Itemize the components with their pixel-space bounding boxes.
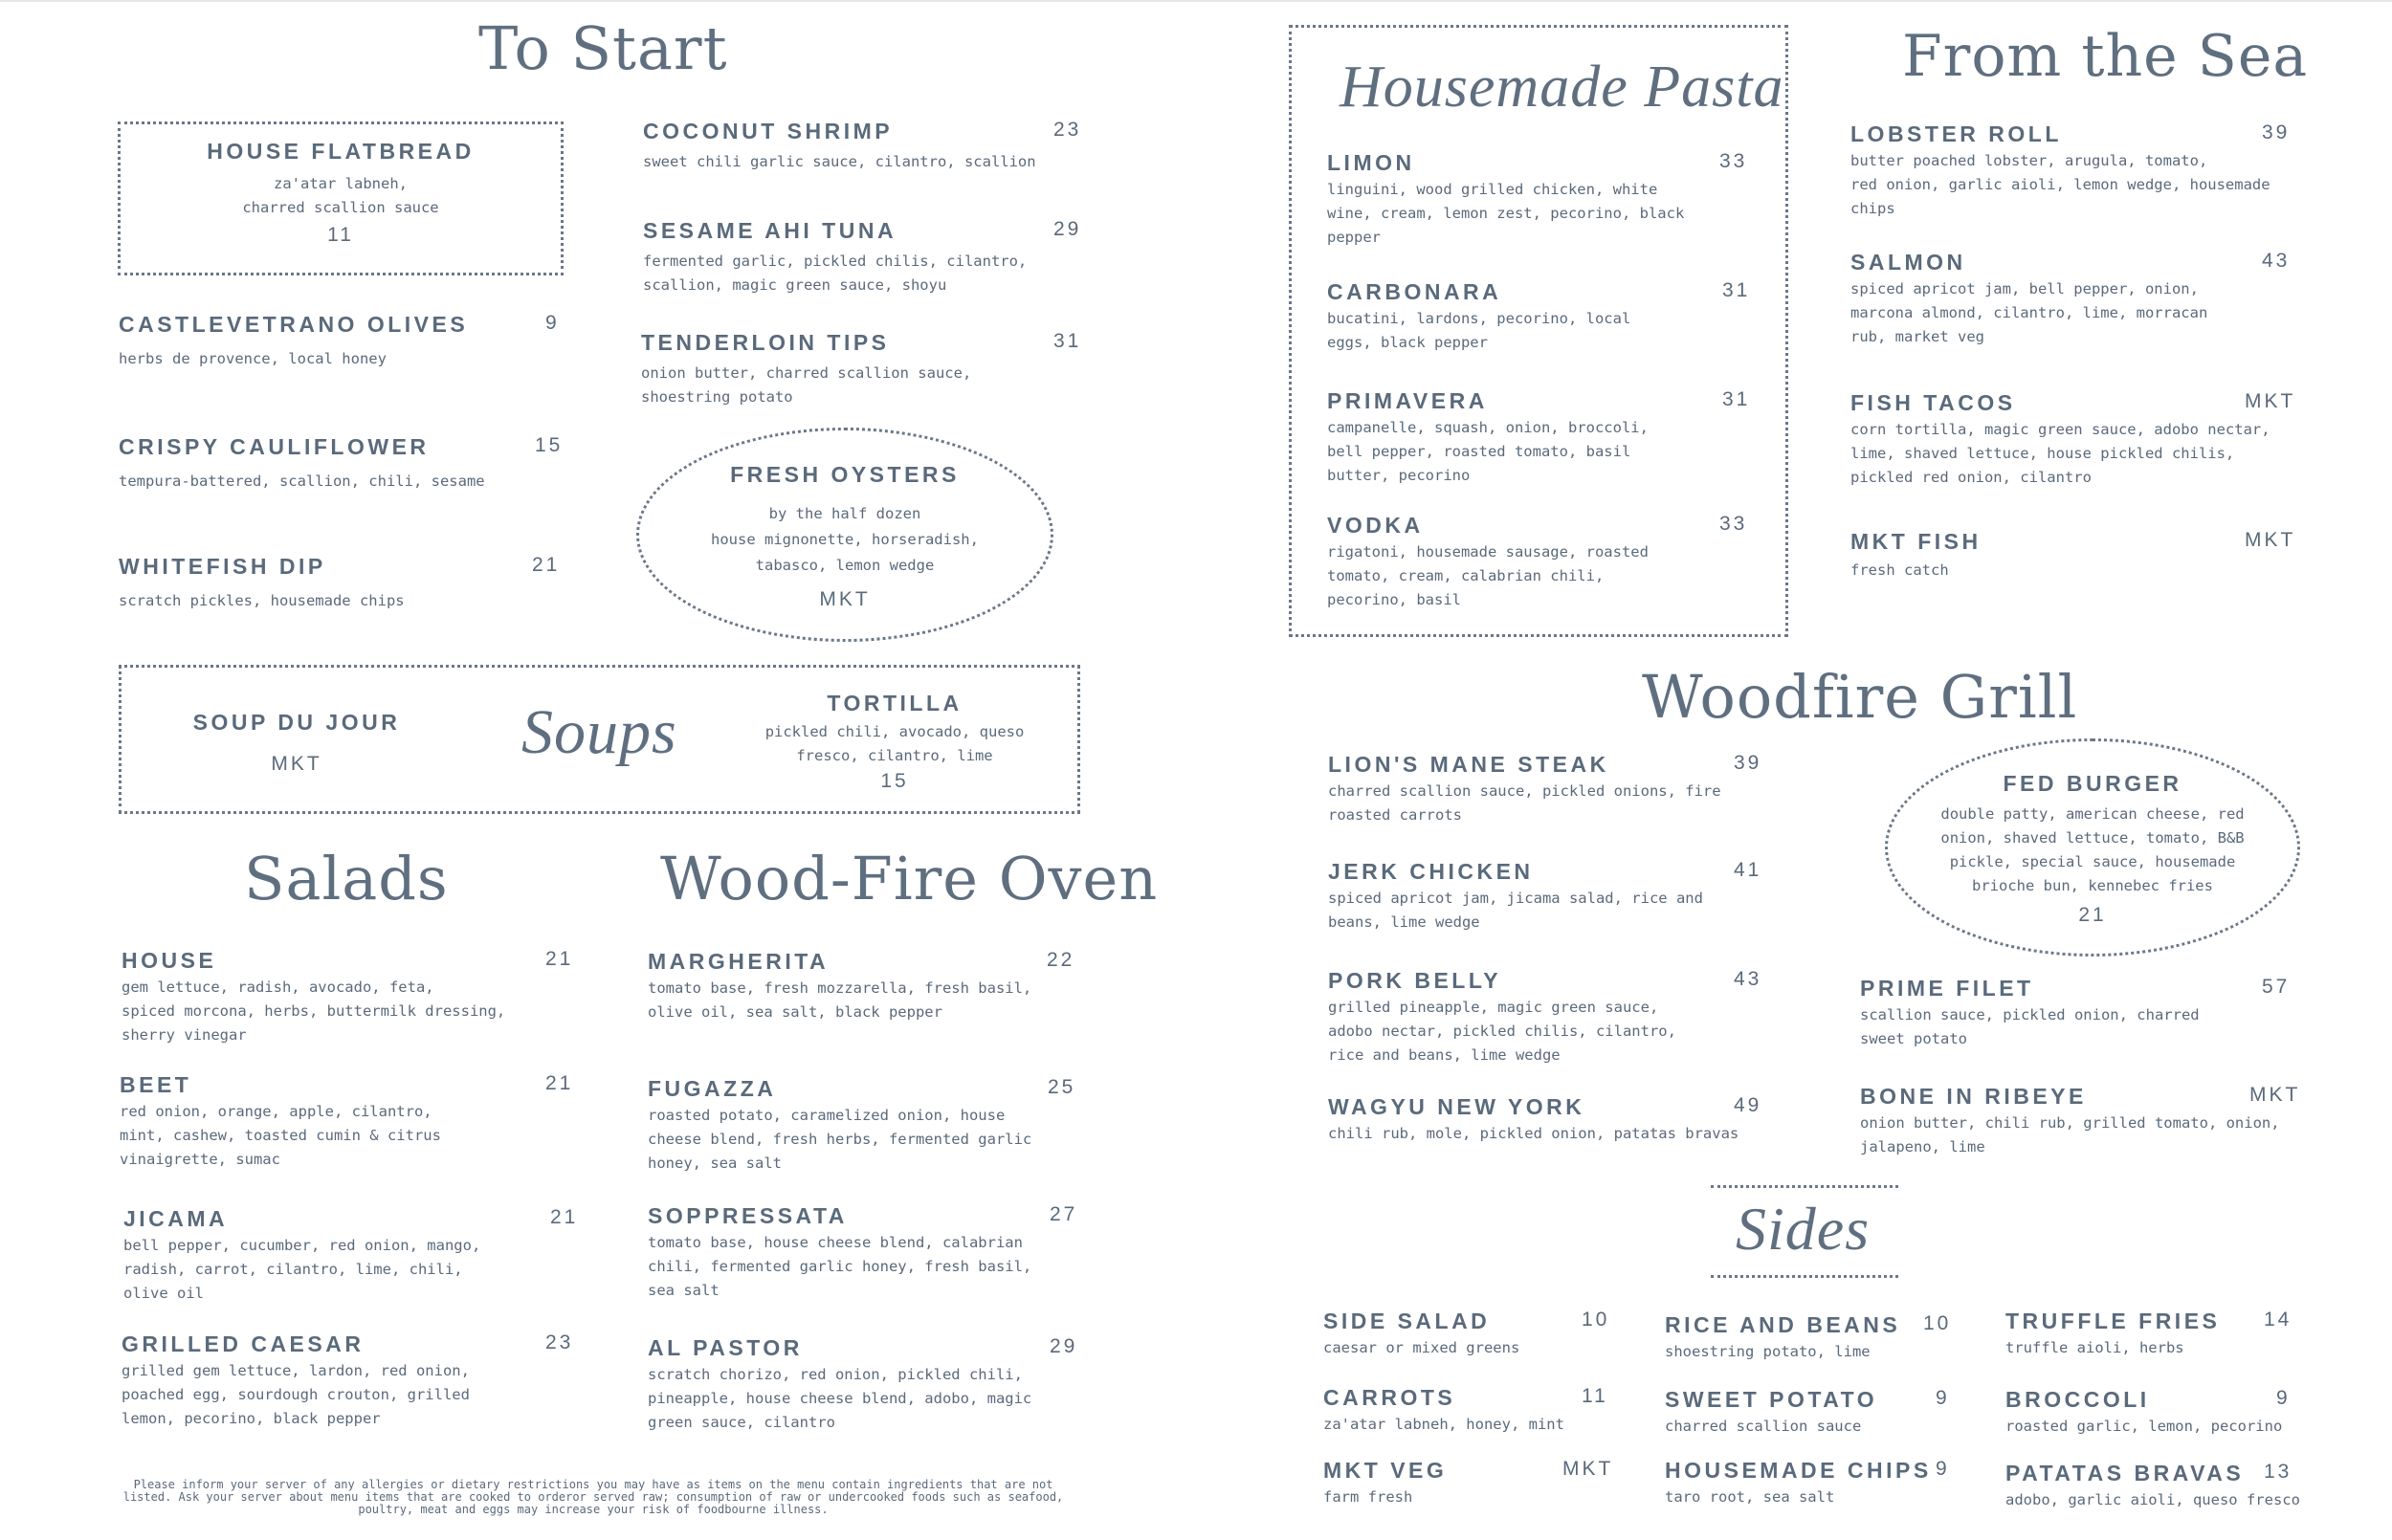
item-desc: red onion, orange, apple, cilantro, mint, cashew, toasted cumin & citrus vinaigrette, sumac xyxy=(120,1103,441,1168)
item-name: LION'S MANE STEAK xyxy=(1328,752,1609,777)
item-desc: grilled gem lettuce, lardon, red onion, poached egg, sourdough crouton, grilled lemon, pecorino, black pepper xyxy=(122,1362,470,1427)
menu-item-al-pastor xyxy=(648,1335,1083,1435)
item-name: HOUSE FLATBREAD xyxy=(207,139,475,164)
menu-item-tortilla xyxy=(746,691,1043,793)
item-name: BONE IN RIBEYE xyxy=(1860,1084,2087,1109)
item-price: 31 xyxy=(1722,279,1751,301)
item-name: SOPPRESSATA xyxy=(648,1203,848,1228)
item-price: MKT xyxy=(271,753,322,775)
item-price: MKT xyxy=(2245,529,2296,551)
item-desc: spiced apricot jam, bell pepper, onion, marcona almond, cilantro, lime, morracan rub, market veg xyxy=(1850,280,2208,345)
item-price: 21 xyxy=(545,948,574,970)
item-price: 31 xyxy=(1053,330,1082,352)
from-the-sea-title: From the Sea xyxy=(1902,23,2309,90)
item-price: 27 xyxy=(1050,1203,1078,1225)
item-name: RICE AND BEANS xyxy=(1665,1312,1901,1337)
side-item-truffle-fries xyxy=(2005,1309,2292,1360)
item-name: HOUSEMADE CHIPS xyxy=(1665,1458,1932,1483)
item-name: SIDE SALAD xyxy=(1323,1309,1491,1333)
item-name: PATATAS BRAVAS xyxy=(2005,1461,2245,1485)
item-name: CASTLEVETRANO OLIVES xyxy=(119,312,469,337)
side-item-broccoli xyxy=(2005,1387,2292,1439)
item-desc: roasted potato, caramelized onion, house cheese blend, fresh herbs, fermented garlic honey, sea salt xyxy=(648,1107,1032,1172)
item-price: 13 xyxy=(2264,1461,2292,1483)
sides-title: Sides xyxy=(1736,1195,1871,1263)
item-price: 25 xyxy=(1048,1076,1076,1098)
item-desc: scratch pickles, housemade chips xyxy=(119,592,405,609)
item-desc: herbs de provence, local honey xyxy=(119,350,387,367)
item-price: 21 xyxy=(550,1206,579,1228)
item-price: 23 xyxy=(545,1331,574,1353)
item-desc: chili rub, mole, pickled onion, patatas bravas xyxy=(1328,1125,1739,1142)
item-name: BEET xyxy=(120,1072,192,1097)
side-item-side-salad xyxy=(1323,1309,1610,1360)
item-name: SOUP DU JOUR xyxy=(192,710,401,735)
item-price: 49 xyxy=(1734,1094,1762,1116)
item-name: GRILLED CAESAR xyxy=(122,1331,365,1356)
item-price: 41 xyxy=(1734,859,1762,881)
menu-item-fish-tacos xyxy=(1850,390,2300,490)
item-desc: by the half dozen house mignonette, horseradish, tabasco, lemon wedge xyxy=(711,505,979,574)
item-desc: tomato base, house cheese blend, calabrian chili, fermented garlic honey, fresh basil, sea salt xyxy=(648,1234,1032,1299)
menu-item-salad-house xyxy=(122,948,579,1047)
item-desc: campanelle, squash, onion, broccoli, bell pepper, roasted tomato, basil butter, pecorino xyxy=(1327,419,1649,484)
menu-item-tenderloin-tips xyxy=(641,330,1093,409)
menu-item-cauliflower xyxy=(119,434,564,494)
item-price: 9 xyxy=(2276,1387,2291,1409)
item-name: SALMON xyxy=(1850,250,1966,275)
item-name: JERK CHICKEN xyxy=(1328,859,1534,884)
sides-top-divider xyxy=(1711,1185,1898,1188)
menu-item-mkt-fish xyxy=(1850,529,2300,583)
item-desc: truffle aioli, herbs xyxy=(2005,1339,2184,1356)
item-name: LIMON xyxy=(1327,150,1415,175)
item-name: WAGYU NEW YORK xyxy=(1328,1094,1585,1119)
item-price: 10 xyxy=(1582,1309,1610,1331)
item-price: 29 xyxy=(1050,1335,1078,1357)
item-name: FUGAZZA xyxy=(648,1076,777,1101)
wood-fire-oven-title: Wood-Fire Oven xyxy=(660,844,1159,913)
menu-item-sesame-ahi-tuna xyxy=(643,218,1093,297)
item-desc: charred scallion sauce xyxy=(1665,1418,1862,1435)
top-border xyxy=(0,0,2392,2)
item-name: PORK BELLY xyxy=(1328,968,1502,993)
side-item-mkt-veg xyxy=(1323,1458,1614,1509)
item-name: CRISPY CAULIFLOWER xyxy=(119,434,430,459)
item-desc: taro root, sea salt xyxy=(1665,1488,1835,1506)
menu-item-lions-mane-steak xyxy=(1328,752,1768,827)
item-price: 22 xyxy=(1047,949,1075,971)
item-price: 39 xyxy=(2262,121,2291,143)
item-desc: onion butter, chili rub, grilled tomato, onion, jalapeno, lime xyxy=(1860,1114,2280,1155)
item-desc: double patty, american cheese, red onion, shaved lettuce, tomato, B&B pickle, special sauce, housemade brioche bun, kennebec fries xyxy=(1940,805,2245,894)
allergy-disclaimer: Please inform your server of any allergies or dietary restrictions you may have as items on the menu contain ingredients that are not listed. Ask your server about menu items that are cooked to orderor served raw; consumption of raw or undercooked foods such as seafood, poultry, meat and eggs may increase your risk of foodbourne illness. xyxy=(122,1478,1064,1516)
item-price: 43 xyxy=(1734,968,1762,990)
item-price: 21 xyxy=(532,554,561,576)
menu-item-carbonara xyxy=(1327,279,1758,355)
item-price: MKT xyxy=(1562,1458,1614,1480)
menu-item-salmon xyxy=(1850,250,2300,349)
menu-item-vodka xyxy=(1327,513,1758,612)
item-price: 21 xyxy=(2078,904,2107,926)
menu-item-salad-jicama xyxy=(123,1206,579,1306)
side-item-sweet-potato xyxy=(1665,1387,1952,1439)
menu-item-fugazza xyxy=(648,1076,1083,1176)
item-name: FISH TACOS xyxy=(1850,390,2016,415)
item-name: PRIMAVERA xyxy=(1327,388,1488,413)
menu-item-coconut-shrimp xyxy=(643,119,1093,174)
item-desc: scallion sauce, pickled onion, charred sweet potato xyxy=(1860,1006,2200,1047)
item-desc: rigatoni, housemade sausage, roasted tomato, cream, calabrian chili, pecorino, basil xyxy=(1327,543,1649,608)
item-name: SWEET POTATO xyxy=(1665,1387,1878,1412)
salads-title: Salads xyxy=(244,844,449,913)
item-name: HOUSE xyxy=(122,948,217,973)
item-desc: gem lettuce, radish, avocado, feta, spiced morcona, herbs, buttermilk dressing, sherry vinegar xyxy=(122,979,506,1044)
item-name: AL PASTOR xyxy=(648,1335,803,1360)
sides-bottom-divider xyxy=(1711,1275,1898,1278)
item-price: MKT xyxy=(2245,390,2296,412)
item-name: LOBSTER ROLL xyxy=(1850,121,2062,146)
side-item-carrots xyxy=(1323,1385,1610,1437)
item-name: CARROTS xyxy=(1323,1385,1456,1410)
item-price: 33 xyxy=(1719,150,1748,172)
menu-item-jerk-chicken xyxy=(1328,859,1768,935)
item-desc: spiced apricot jam, jicama salad, rice and beans, lime wedge xyxy=(1328,890,1703,931)
item-desc: grilled pineapple, magic green sauce, adobo nectar, pickled chilis, cilantro, rice and beans, lime wedge xyxy=(1328,999,1676,1064)
item-desc: bucatini, lardons, pecorino, local eggs, black pepper xyxy=(1327,310,1631,351)
item-price: 57 xyxy=(2262,976,2291,998)
item-desc: caesar or mixed greens xyxy=(1323,1339,1520,1356)
item-name: MKT VEG xyxy=(1323,1458,1448,1483)
side-item-patatas-bravas xyxy=(2005,1461,2302,1512)
item-price: 11 xyxy=(1582,1385,1608,1407)
menu-item-margherita xyxy=(648,949,1083,1024)
item-desc: charred scallion sauce, pickled onions, fire roasted carrots xyxy=(1328,782,1721,824)
menu-item-fed-burger xyxy=(1885,771,2300,927)
item-price: 15 xyxy=(535,434,564,456)
item-desc: scratch chorizo, red onion, pickled chili, pineapple, house cheese blend, adobo, magic green sauce, cilantro xyxy=(648,1366,1032,1431)
item-price: 29 xyxy=(1053,218,1082,240)
item-desc: tempura-battered, scallion, chili, sesame xyxy=(119,473,485,490)
item-price: 11 xyxy=(327,224,354,246)
item-name: MARGHERITA xyxy=(648,949,830,974)
item-desc: pickled chili, avocado, queso fresco, cilantro, lime xyxy=(764,723,1025,764)
menu-item-castelvetrano xyxy=(119,312,561,371)
item-price: 15 xyxy=(880,770,909,792)
menu-item-primavera xyxy=(1327,388,1758,488)
item-name: PRIME FILET xyxy=(1860,976,2034,1001)
menu-item-whitefish-dip xyxy=(119,554,561,613)
menu-item-house-flatbread xyxy=(118,139,564,247)
item-desc: za'atar labneh, charred scallion sauce xyxy=(242,175,439,216)
item-name: FED BURGER xyxy=(2003,771,2182,796)
item-name: BROCCOLI xyxy=(2005,1387,2150,1412)
item-desc: tomato base, fresh mozzarella, fresh basil, olive oil, sea salt, black pepper xyxy=(648,979,1032,1021)
item-desc: adobo, garlic aioli, queso fresco xyxy=(2005,1491,2300,1508)
item-name: CARBONARA xyxy=(1327,279,1502,304)
item-desc: linguini, wood grilled chicken, white wine, cream, lemon zest, pecorino, black pepper xyxy=(1327,181,1685,246)
item-price: 9 xyxy=(1936,1387,1950,1409)
menu-item-soup-du-jour xyxy=(182,710,411,776)
item-price: 21 xyxy=(545,1072,574,1094)
menu-item-lobster-roll xyxy=(1850,121,2300,221)
menu-item-salad-grilled-caesar xyxy=(122,1331,579,1431)
item-price: 31 xyxy=(1722,388,1751,410)
side-item-rice-and-beans xyxy=(1665,1312,1952,1364)
item-name: MKT FISH xyxy=(1850,529,1982,554)
menu-item-soppressata xyxy=(648,1203,1083,1303)
item-desc: sweet chili garlic sauce, cilantro, scallion xyxy=(643,153,1036,170)
item-desc: bell pepper, cucumber, red onion, mango, radish, carrot, cilantro, lime, chili, olive oil xyxy=(123,1237,481,1302)
item-name: TENDERLOIN TIPS xyxy=(641,330,890,355)
item-price: 9 xyxy=(545,312,560,334)
to-start-title: To Start xyxy=(478,13,728,83)
item-desc: fermented garlic, pickled chilis, cilantro, scallion, magic green sauce, shoyu xyxy=(643,253,1028,294)
menu-item-pork-belly xyxy=(1328,968,1768,1067)
item-desc: roasted garlic, lemon, pecorino xyxy=(2005,1418,2283,1435)
item-name: TORTILLA xyxy=(827,691,963,715)
item-desc: za'atar labneh, honey, mint xyxy=(1323,1416,1564,1433)
item-name: COCONUT SHRIMP xyxy=(643,119,894,143)
item-name: FRESH OYSTERS xyxy=(730,462,960,487)
menu-item-bone-in-ribeye xyxy=(1860,1084,2300,1159)
item-price: 14 xyxy=(2264,1309,2292,1331)
item-name: SESAME AHI TUNA xyxy=(643,218,897,243)
soups-title: Soups xyxy=(521,697,677,767)
woodfire-grill-title: Woodfire Grill xyxy=(1642,662,2078,732)
item-price: 23 xyxy=(1053,119,1082,141)
item-price: MKT xyxy=(819,588,871,610)
menu-item-limon xyxy=(1327,150,1758,250)
menu-item-fresh-oysters xyxy=(636,462,1053,611)
menu-item-prime-filet xyxy=(1860,976,2300,1051)
item-desc: fresh catch xyxy=(1850,561,1949,579)
item-price: MKT xyxy=(2249,1084,2301,1106)
item-name: WHITEFISH DIP xyxy=(119,554,326,579)
item-desc: shoestring potato, lime xyxy=(1665,1343,1871,1360)
item-name: VODKA xyxy=(1327,513,1424,538)
item-price: 33 xyxy=(1719,513,1748,535)
item-desc: farm fresh xyxy=(1323,1488,1413,1506)
menu-item-wagyu-new-york xyxy=(1328,1094,1768,1146)
item-name: JICAMA xyxy=(123,1206,229,1231)
item-price: 39 xyxy=(1734,752,1762,774)
side-item-housemade-chips xyxy=(1665,1458,1952,1509)
item-price: 9 xyxy=(1936,1458,1950,1480)
item-price: 10 xyxy=(1923,1312,1952,1334)
item-price: 43 xyxy=(2262,250,2291,272)
item-name: TRUFFLE FRIES xyxy=(2005,1309,2221,1333)
menu-item-salad-beet xyxy=(120,1072,579,1172)
housemade-pasta-title: Housemade Pasta xyxy=(1340,55,1784,120)
item-desc: butter poached lobster, arugula, tomato, red onion, garlic aioli, lemon wedge, housemade chips xyxy=(1850,152,2270,217)
item-desc: onion butter, charred scallion sauce, shoestring potato xyxy=(641,364,972,406)
item-desc: corn tortilla, magic green sauce, adobo nectar, lime, shaved lettuce, house pickled chilis, pickled red onion, cilantro xyxy=(1850,421,2270,486)
